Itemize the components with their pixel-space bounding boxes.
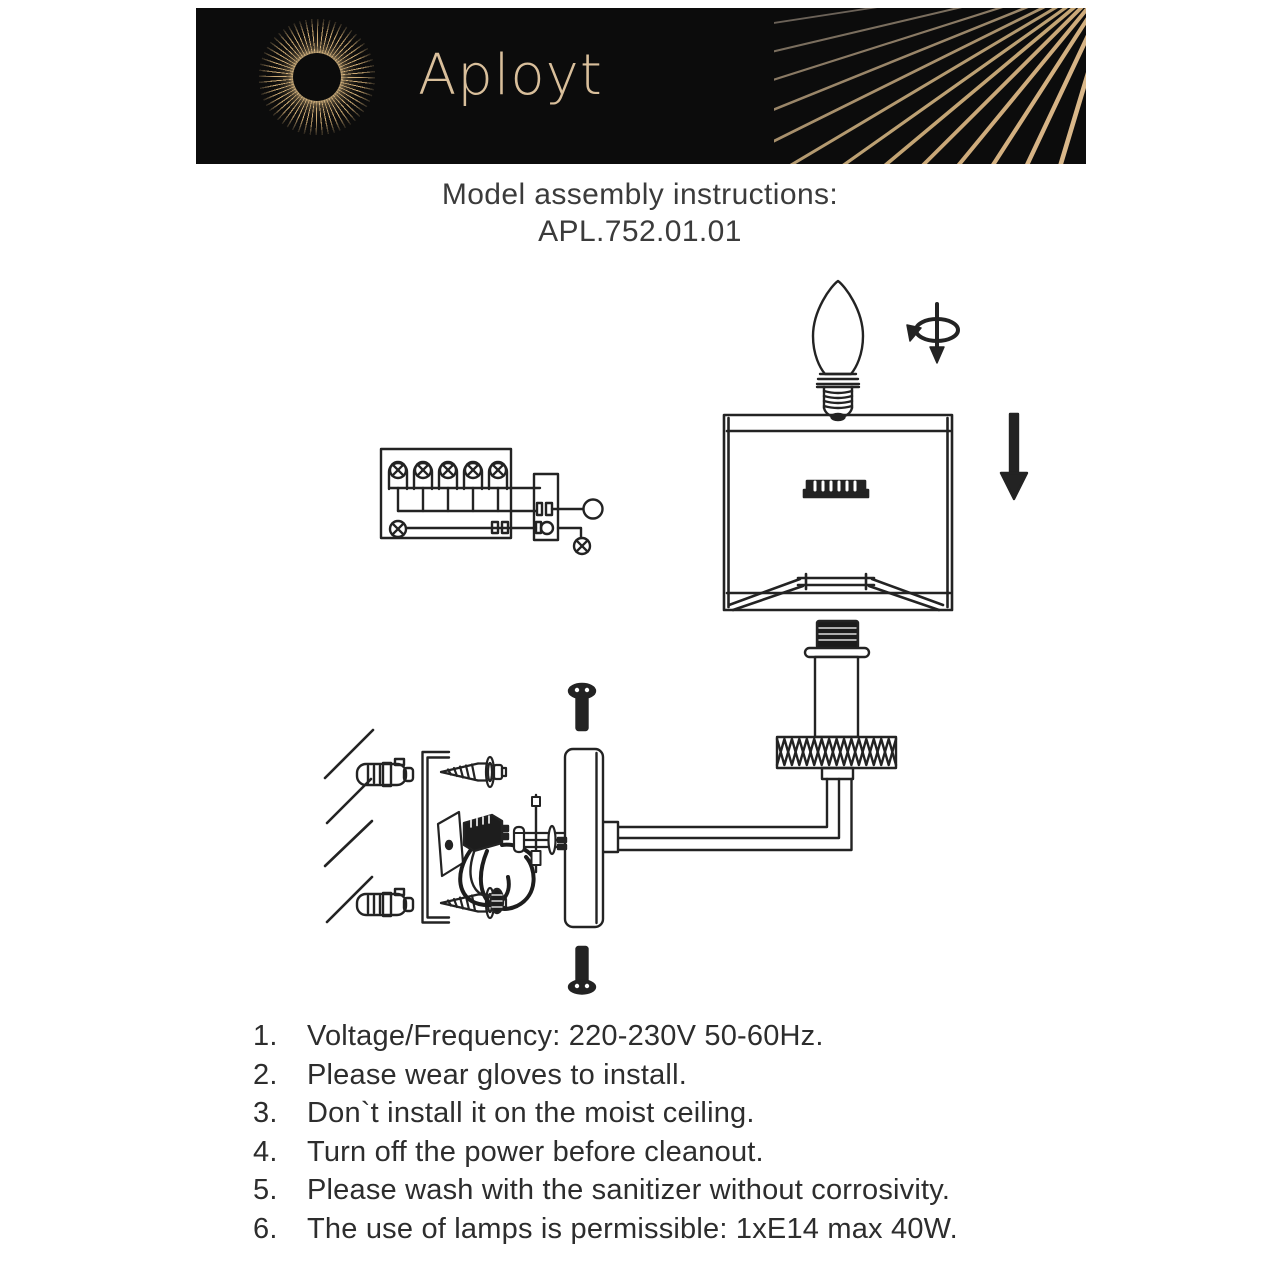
- lamp-socket-drawing: [805, 621, 869, 737]
- instruction-item-5: [253, 1171, 958, 1210]
- page-title: Model assembly instructions:: [441, 178, 839, 211]
- wire-harness-drawing: [438, 795, 564, 913]
- item-number: 1.: [253, 1020, 278, 1052]
- lamp-arm-drawing: [601, 779, 852, 852]
- lamp-symbols: [389, 462, 507, 489]
- mounting-screw-top: [441, 757, 506, 787]
- instruction-item-4: [253, 1133, 958, 1172]
- wall-anchor-top: [357, 759, 413, 786]
- item-text: The use of lamps is permissible: 1xE14 max 40W.: [307, 1212, 958, 1245]
- instruction-list: [253, 1017, 958, 1249]
- wiring-diagram: [381, 449, 603, 554]
- item-number: 3.: [253, 1097, 278, 1130]
- canopy-screw-top: [569, 684, 595, 730]
- item-text: Turn off the power before cleanout.: [307, 1135, 764, 1168]
- instruction-item-2: [253, 1056, 958, 1095]
- rotation-arrow-icon: [907, 304, 958, 363]
- insert-arrow-icon: [1001, 414, 1027, 499]
- shade-clip: [804, 481, 868, 497]
- crystal-ring-drawing: [777, 737, 896, 779]
- item-text: Please wash with the sanitizer without corrosivity.: [307, 1174, 951, 1207]
- item-number: 6.: [253, 1212, 278, 1245]
- lampshade-drawing: [724, 415, 952, 610]
- canopy-screw-bottom: [569, 947, 595, 994]
- instruction-item-1: [253, 1017, 958, 1056]
- item-number: 5.: [253, 1174, 278, 1207]
- instruction-item-6: [253, 1210, 958, 1249]
- item-text: Please wear gloves to install.: [307, 1058, 687, 1091]
- item-text: Don`t install it on the moist ceiling.: [307, 1097, 755, 1130]
- model-number: APL.752.01.01: [538, 215, 742, 248]
- item-number: 4.: [253, 1135, 278, 1168]
- item-number: 2.: [253, 1058, 278, 1091]
- brand-name: Aployt: [418, 43, 603, 108]
- item-text: Voltage/Frequency: 220-230V 50-60Hz.: [307, 1020, 824, 1052]
- wall-plate-drawing: [558, 749, 603, 927]
- instruction-item-3: [253, 1094, 958, 1133]
- wall-anchor-bottom: [357, 889, 413, 916]
- ground-symbol: [584, 500, 603, 519]
- candle-bulb-drawing: [813, 281, 863, 420]
